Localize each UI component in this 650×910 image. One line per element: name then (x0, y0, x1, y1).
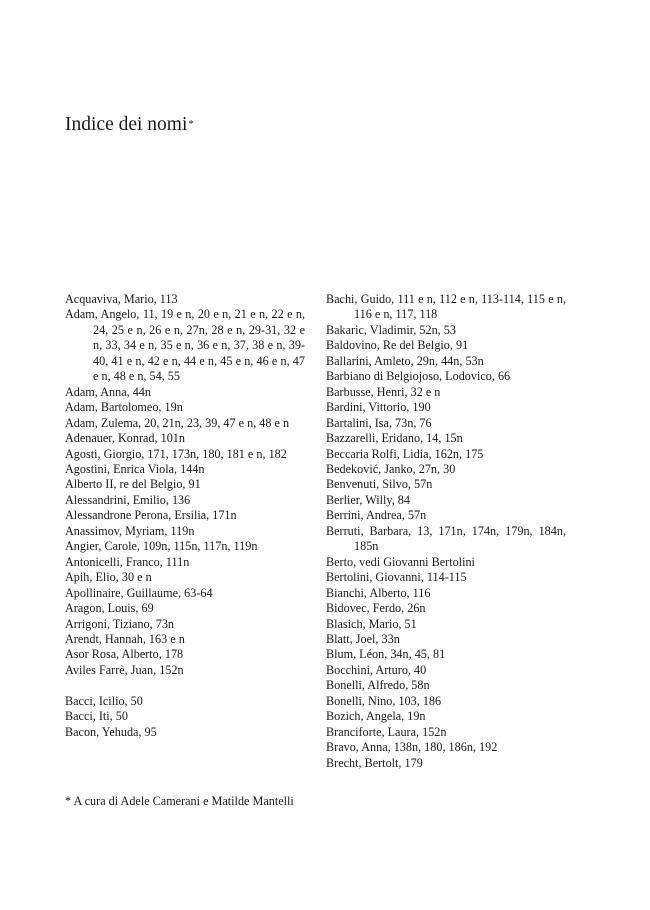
index-entry: Adam, Angelo, 11, 19 e n, 20 e n, 21 e n, 22 e n, 24, 25 e n, 26 e n, 27n, 28 e n, 29-31, 32 e n, 33, 34 e n, 35 e n, 36 e n, 37, 38 e n, 39-40, 41 e n, 42 e n, 44 e n, 45 e n, 46 e n, 47 e n, 48 e n, 54, 55 (65, 307, 305, 384)
index-entry: Antonicelli, Franco, 111n (65, 554, 190, 569)
index-entry: Adam, Zulema, 20, 21n, 23, 39, 47 e n, 48 e n (65, 415, 290, 430)
index-entry: Barbusse, Henri, 32 e n (326, 384, 441, 399)
entry-gap (65, 678, 305, 693)
index-entry: Angier, Carole, 109n, 115n, 117n, 119n (65, 539, 258, 554)
footnote-marker: * (188, 118, 194, 130)
index-entry: Baldovino, Re del Belgio, 91 (326, 338, 469, 353)
index-entry: Barbiano di Belgiojoso, Lodovico, 66 (326, 369, 511, 384)
index-entry: Aragon, Louis, 69 (65, 601, 154, 616)
index-entry: Bardini, Vittorio, 190 (326, 400, 431, 415)
index-entry: Adam, Anna, 44n (65, 384, 151, 399)
index-entry: Arendt, Hannah, 163 e n (65, 631, 185, 646)
index-entry: Alessandrone Perona, Ersilia, 171n (65, 508, 237, 523)
index-entry: Bonelli, Alfredo, 58n (326, 678, 430, 693)
index-entry: Arrigoni, Tiziano, 73n (65, 616, 175, 631)
index-entry: Blum, Léon, 34n, 45, 81 (326, 647, 446, 662)
index-entry: Berto, vedi Giovanni Bertolini (326, 554, 475, 569)
index-entry: Bertolini, Giovanni, 114-115 (326, 570, 467, 585)
index-entry: Blasich, Mario, 51 (326, 616, 417, 631)
index-entry: Beccaria Rolfi, Lidia, 162n, 175 (326, 446, 484, 461)
index-entry: Bacci, Icilio, 50 (65, 693, 143, 708)
index-entry: Aviles Farrè, Juan, 152n (65, 662, 184, 677)
index-entry: Asor Rosa, Alberto, 178 (65, 647, 184, 662)
index-entry: Brecht, Bertolt, 179 (326, 755, 423, 770)
index-entry: Berruti, Barbara, 13, 171n, 174n, 179n, 184n, 185n (326, 523, 566, 554)
index-entry: Anassimov, Myriam, 119n (65, 523, 195, 538)
index-entry: Blatt, Joel, 33n (326, 631, 400, 646)
page-title-text: Indice dei nomi (65, 114, 188, 135)
index-column-left (65, 292, 305, 740)
index-entry: Adenauer, Konrad, 101n (65, 431, 185, 446)
index-entry: Agostini, Enrica Viola, 144n (65, 461, 205, 476)
index-entry: Bartalini, Isa, 73n, 76 (326, 415, 432, 430)
index-entry: Bravo, Anna, 138n, 180, 186n, 192 (326, 740, 498, 755)
index-entry: Agosti, Giorgio, 171, 173n, 180, 181 e n, 182 (65, 446, 287, 461)
index-entry: Apih, Elio, 30 e n (65, 570, 152, 585)
index-entry: Branciforte, Laura, 152n (326, 724, 447, 739)
index-entry: Bidovec, Ferdo, 26n (326, 601, 426, 616)
index-entry: Bianchi, Alberto, 116 (326, 585, 431, 600)
index-entry: Apollinaire, Guillaume, 63-64 (65, 585, 213, 600)
index-column-right (326, 292, 566, 771)
index-entry: Alessandrini, Emilio, 136 (65, 492, 191, 507)
index-entry: Alberto II, re del Belgio, 91 (65, 477, 201, 492)
index-entry: Bakaric, Vladimir, 52n, 53 (326, 322, 456, 337)
index-entry: Berlier, Willy, 84 (326, 492, 410, 507)
page-title (65, 113, 194, 137)
index-entry: Bozich, Angela, 19n (326, 709, 426, 724)
index-entry: Adam, Bartolomeo, 19n (65, 400, 183, 415)
index-entry: Acquaviva, Mario, 113 (65, 292, 178, 306)
footnote: * A cura di Adele Camerani e Matilde Mantelli (65, 794, 294, 808)
index-entry: Bachi, Guido, 111 e n, 112 e n, 113-114, 115 e n, 116 e n, 117, 118 (326, 292, 566, 322)
index-entry: Ballarini, Amleto, 29n, 44n, 53n (326, 353, 484, 368)
index-entry: Bacci, Iti, 50 (65, 709, 128, 724)
index-entry: Benvenuti, Silvo, 57n (326, 477, 433, 492)
index-entry: Bazzarelli, Eridano, 14, 15n (326, 431, 463, 446)
index-entry: Bedeković, Janko, 27n, 30 (326, 461, 456, 476)
index-entry: Bocchini, Arturo, 40 (326, 662, 427, 677)
index-entry: Bacon, Yehuda, 95 (65, 724, 157, 739)
index-entry: Berrini, Andrea, 57n (326, 508, 427, 523)
index-entry: Bonelli, Nino, 103, 186 (326, 693, 442, 708)
